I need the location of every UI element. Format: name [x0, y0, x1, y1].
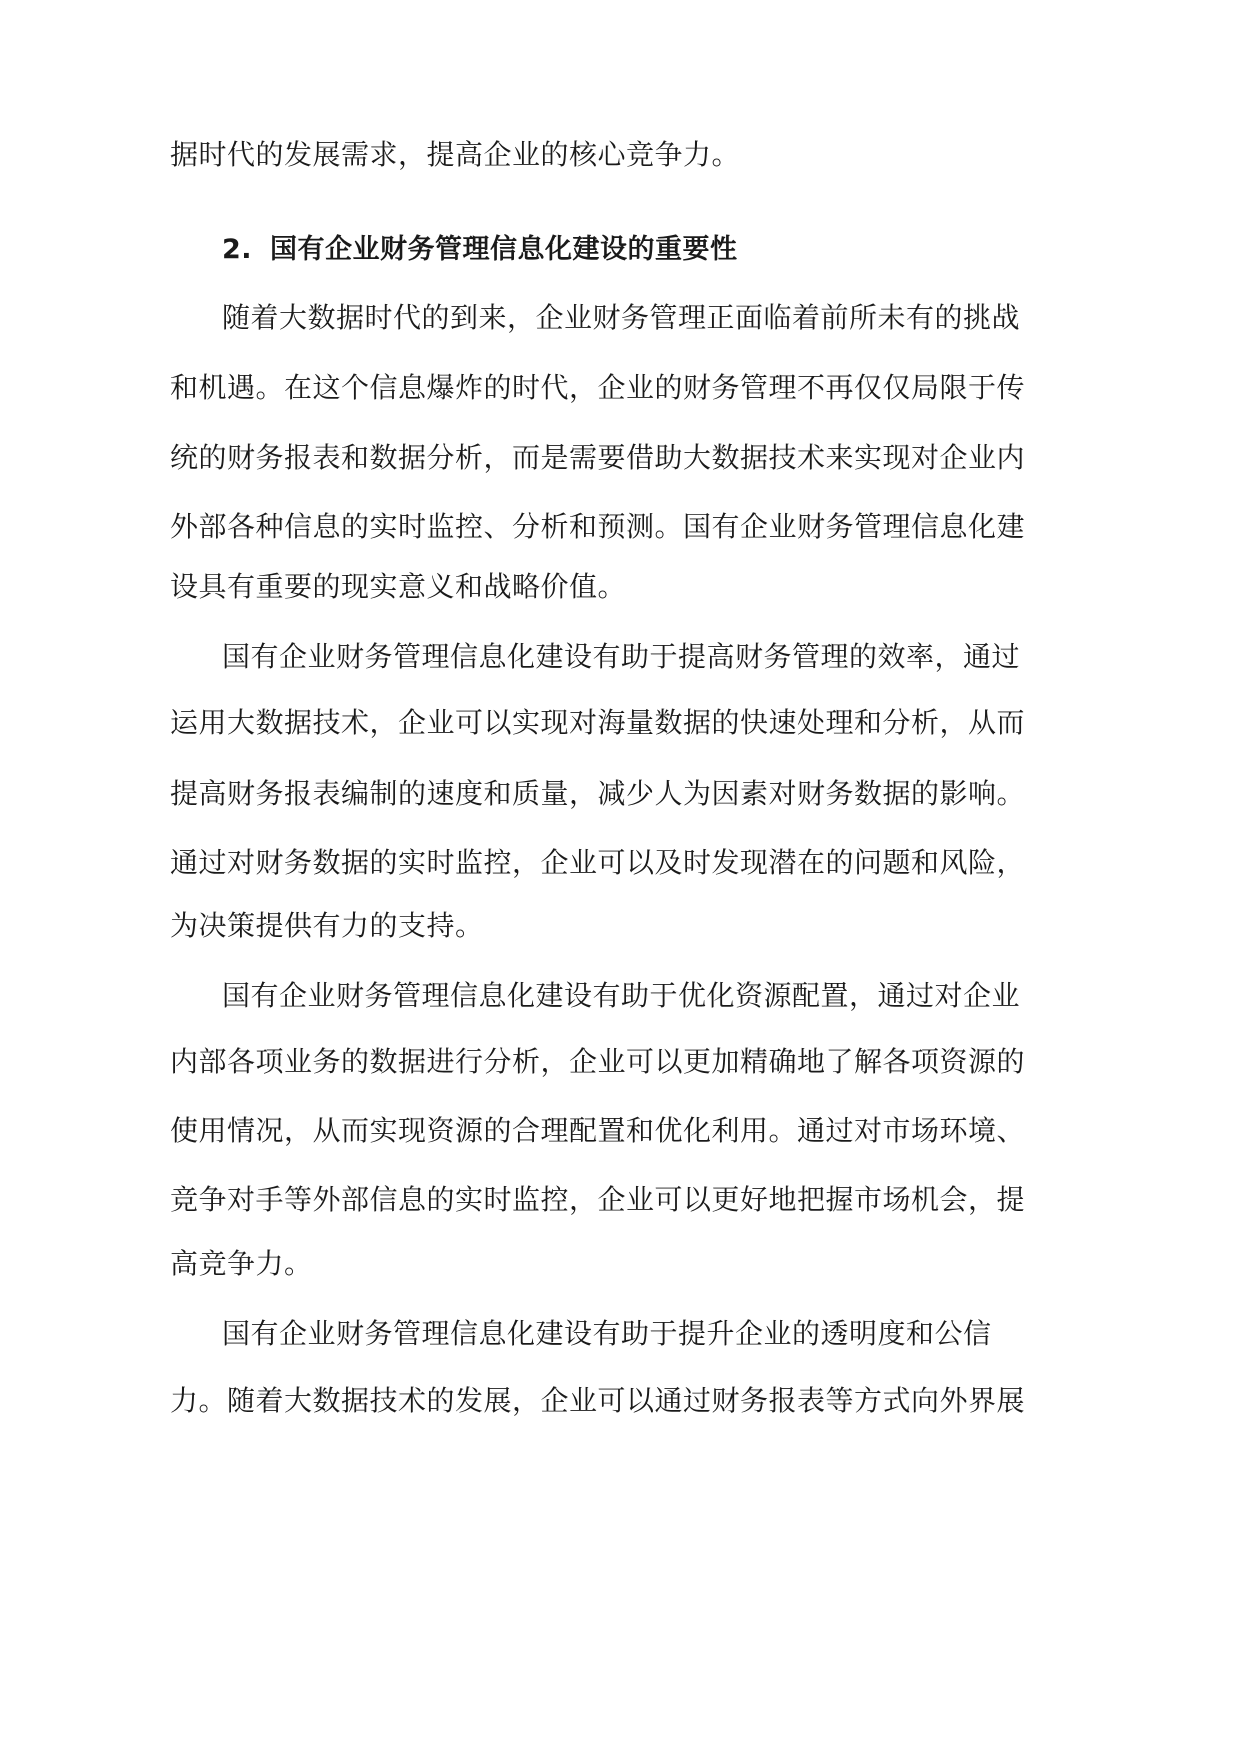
- text-line-content: 内部各项业务的数据进行分析，企业可以更加精确地了解各项资源的: [170, 1045, 1026, 1078]
- text-line: [0, 135, 1241, 175]
- text-line: [0, 438, 1241, 478]
- text-line-content: 通过对财务数据的实时监控，企业可以及时发现潜在的问题和风险，: [170, 846, 1026, 879]
- text-line: [0, 1244, 1241, 1284]
- text-line: [0, 637, 1241, 677]
- section-heading-content: [222, 230, 738, 270]
- text-line-content: 设具有重要的现实意义和战略价值。: [170, 570, 627, 603]
- text-line-content: 统的财务报表和数据分析，而是需要借助大数据技术来实现对企业内: [170, 441, 1026, 474]
- text-line: [0, 507, 1241, 547]
- text-line-content: 据时代的发展需求，提高企业的核心竞争力。: [170, 138, 741, 171]
- paragraph-first-line: 国有企业财务管理信息化建设有助于提高财务管理的效率，通过: [222, 640, 1021, 673]
- text-line-content: 力。随着大数据技术的发展，企业可以通过财务报表等方式向外界展: [170, 1384, 1026, 1417]
- section-heading: [0, 230, 1241, 270]
- text-line: [0, 1180, 1241, 1220]
- text-line: [0, 843, 1241, 883]
- text-line-content: 运用大数据技术，企业可以实现对海量数据的快速处理和分析，从而: [170, 706, 1026, 739]
- text-line: [0, 1314, 1241, 1354]
- text-line: [0, 1111, 1241, 1151]
- text-line: [0, 906, 1241, 946]
- section-number: 2.: [222, 234, 253, 265]
- text-line: [0, 703, 1241, 743]
- text-line: [0, 1042, 1241, 1082]
- paragraph-first-line: 国有企业财务管理信息化建设有助于提升企业的透明度和公信: [222, 1317, 992, 1350]
- text-line: [0, 298, 1241, 338]
- text-line-content: 使用情况，从而实现资源的合理配置和优化利用。通过对市场环境、: [170, 1114, 1026, 1147]
- text-line-content: 高竞争力。: [170, 1247, 313, 1280]
- text-line-content: 提高财务报表编制的速度和质量，减少人为因素对财务数据的影响。: [170, 777, 1026, 810]
- text-line: [0, 976, 1241, 1016]
- text-line: [0, 774, 1241, 814]
- paragraph-first-line: 随着大数据时代的到来，企业财务管理正面临着前所未有的挑战: [222, 301, 1021, 334]
- text-line-content: 和机遇。在这个信息爆炸的时代，企业的财务管理不再仅仅局限于传: [170, 371, 1026, 404]
- text-line: [0, 567, 1241, 607]
- text-line: [0, 368, 1241, 408]
- text-line-content: 外部各种信息的实时监控、分析和预测。国有企业财务管理信息化建: [170, 510, 1026, 543]
- text-line-content: 竞争对手等外部信息的实时监控，企业可以更好地把握市场机会，提: [170, 1183, 1026, 1216]
- text-line-content: 为决策提供有力的支持。: [170, 909, 484, 942]
- paragraph-first-line: 国有企业财务管理信息化建设有助于优化资源配置，通过对企业: [222, 979, 1021, 1012]
- section-title: 国有企业财务管理信息化建设的重要性: [270, 234, 738, 265]
- text-line: [0, 1381, 1241, 1421]
